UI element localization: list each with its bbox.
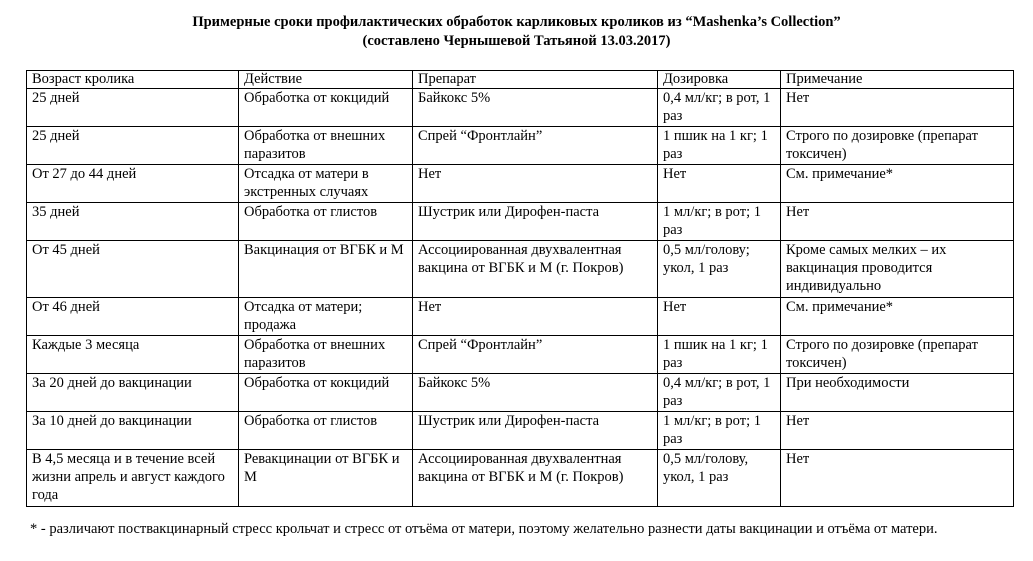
table-row: [27, 412, 1014, 450]
cell-dosage: 0,4 мл/кг; в рот, 1 раз: [658, 374, 781, 412]
header-dosage: Дозировка: [658, 71, 781, 89]
cell-dosage: 0,4 мл/кг; в рот, 1 раз: [658, 89, 781, 127]
cell-note: Нет: [781, 412, 1014, 450]
cell-note: Нет: [781, 89, 1014, 127]
cell-action: Обработка от внешних паразитов: [239, 127, 413, 165]
cell-drug: Шустрик или Дирофен-паста: [413, 412, 658, 450]
title-line-1: Примерные сроки профилактических обработок карликовых кроликов из “Mashenka’s Collection”: [192, 14, 841, 30]
cell-drug: Ассоциированная двухвалентная вакцина от ВГБК и М (г. Покров): [413, 450, 658, 507]
cell-note: Строго по дозировке (препарат токсичен): [781, 127, 1014, 165]
cell-drug: Шустрик или Дирофен-паста: [413, 203, 658, 241]
table-row: [27, 374, 1014, 412]
cell-dosage: 1 пшик на 1 кг; 1 раз: [658, 336, 781, 374]
cell-action: Ревакцинации от ВГБК и М: [239, 450, 413, 507]
cell-action: Обработка от кокцидий: [239, 374, 413, 412]
cell-dosage: 1 мл/кг; в рот; 1 раз: [658, 412, 781, 450]
table-row: [27, 450, 1014, 507]
table-row: [27, 165, 1014, 203]
cell-action: Отсадка от матери в экстренных случаях: [239, 165, 413, 203]
cell-age: За 20 дней до вакцинации: [27, 374, 239, 412]
cell-drug: Нет: [413, 298, 658, 336]
cell-drug: Ассоциированная двухвалентная вакцина от ВГБК и М (г. Покров): [413, 241, 658, 298]
document-title: [0, 13, 1033, 51]
table-row: [27, 298, 1014, 336]
cell-drug: Нет: [413, 165, 658, 203]
cell-note: Кроме самых мелких – их вакцинация проводится индивидуально: [781, 241, 1014, 298]
cell-note: См. примечание*: [781, 165, 1014, 203]
header-drug: Препарат: [413, 71, 658, 89]
footnote: * - различают поствакцинарный стресс крольчат и стресс от отъёма от матери, поэтому желательно разнести даты вакцинации и отъёма от матери.: [30, 521, 938, 537]
cell-note: Строго по дозировке (препарат токсичен): [781, 336, 1014, 374]
cell-action: Обработка от глистов: [239, 412, 413, 450]
cell-note: См. примечание*: [781, 298, 1014, 336]
table-header-row: [27, 71, 1014, 89]
table-row: [27, 203, 1014, 241]
cell-drug: Спрей “Фронтлайн”: [413, 336, 658, 374]
table-row: [27, 241, 1014, 298]
cell-dosage: Нет: [658, 298, 781, 336]
header-action: Действие: [239, 71, 413, 89]
header-age: Возраст кролика: [27, 71, 239, 89]
table-row: [27, 336, 1014, 374]
cell-dosage: 0,5 мл/голову; укол, 1 раз: [658, 241, 781, 298]
table-row: [27, 127, 1014, 165]
cell-age: 25 дней: [27, 89, 239, 127]
cell-action: Обработка от внешних паразитов: [239, 336, 413, 374]
cell-action: Отсадка от матери; продажа: [239, 298, 413, 336]
cell-age: 25 дней: [27, 127, 239, 165]
cell-drug: Байкокс 5%: [413, 374, 658, 412]
cell-age: От 45 дней: [27, 241, 239, 298]
cell-note: Нет: [781, 450, 1014, 507]
cell-age: От 46 дней: [27, 298, 239, 336]
table-row: [27, 89, 1014, 127]
cell-action: Вакцинация от ВГБК и М: [239, 241, 413, 298]
title-line-2: (составлено Чернышевой Татьяной 13.03.2017): [362, 33, 671, 49]
cell-note: Нет: [781, 203, 1014, 241]
cell-action: Обработка от кокцидий: [239, 89, 413, 127]
header-note: Примечание: [781, 71, 1014, 89]
cell-age: В 4,5 месяца и в течение всей жизни апрель и август каждого года: [27, 450, 239, 507]
treatment-schedule-table: [26, 70, 1014, 507]
cell-age: От 27 до 44 дней: [27, 165, 239, 203]
cell-dosage: Нет: [658, 165, 781, 203]
cell-drug: Байкокс 5%: [413, 89, 658, 127]
cell-note: При необходимости: [781, 374, 1014, 412]
cell-age: За 10 дней до вакцинации: [27, 412, 239, 450]
cell-dosage: 1 пшик на 1 кг; 1 раз: [658, 127, 781, 165]
cell-age: 35 дней: [27, 203, 239, 241]
cell-action: Обработка от глистов: [239, 203, 413, 241]
cell-dosage: 0,5 мл/голову, укол, 1 раз: [658, 450, 781, 507]
cell-drug: Спрей “Фронтлайн”: [413, 127, 658, 165]
cell-dosage: 1 мл/кг; в рот; 1 раз: [658, 203, 781, 241]
cell-age: Каждые 3 месяца: [27, 336, 239, 374]
